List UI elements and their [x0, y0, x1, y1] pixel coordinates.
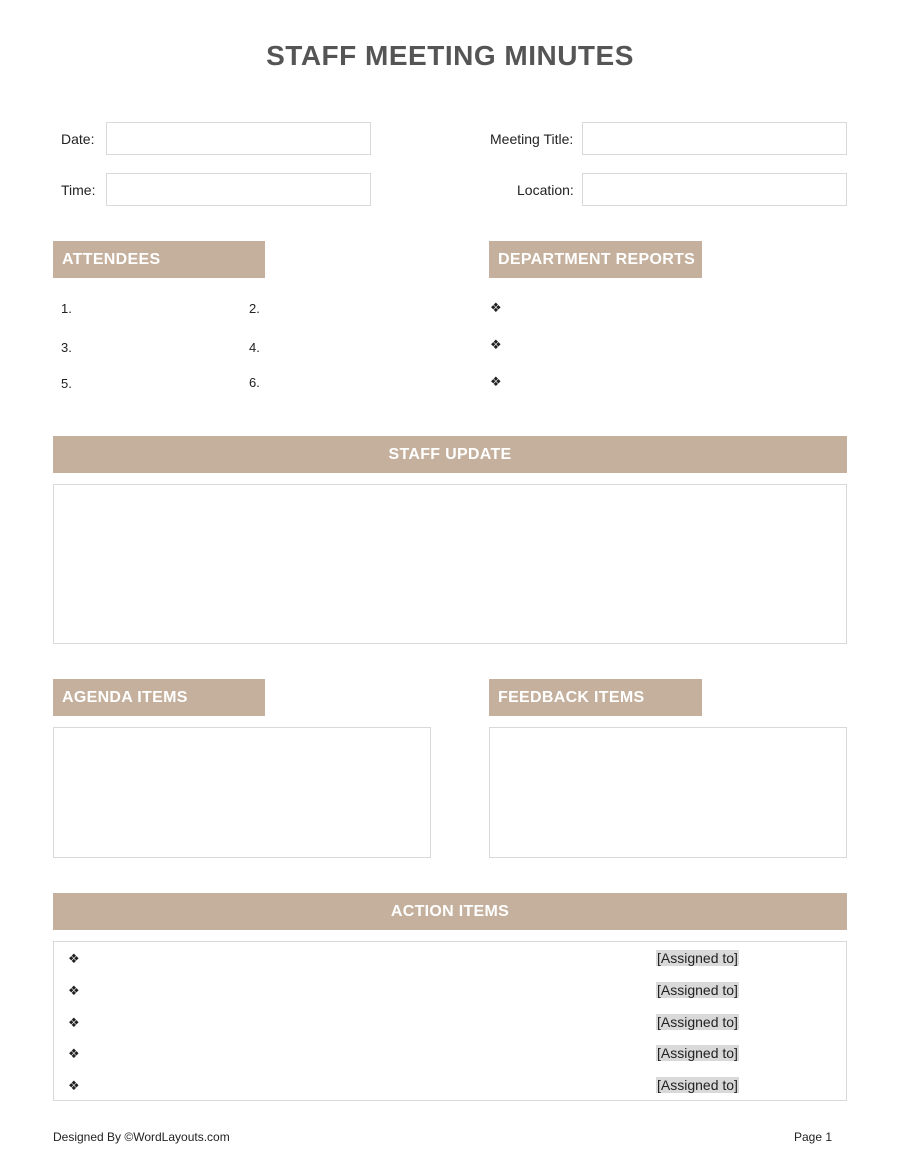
attendee-number-6: 6.: [249, 375, 260, 390]
action-item-bullet-icon: ❖: [68, 983, 80, 998]
time-label: Time:: [61, 182, 96, 198]
page-number: Page 1: [794, 1130, 833, 1144]
agenda-items-header: AGENDA ITEMS: [53, 679, 265, 716]
assigned-to-placeholder[interactable]: [Assigned to]: [657, 1014, 738, 1030]
department-report-bullet-icon: ❖: [490, 300, 502, 315]
feedback-items-header: FEEDBACK ITEMS: [489, 679, 702, 716]
location-field[interactable]: [582, 173, 847, 206]
meeting-title-label: Meeting Title:: [490, 131, 574, 147]
action-items-box: [53, 941, 847, 1101]
assigned-to-placeholder[interactable]: [Assigned to]: [657, 1045, 738, 1061]
attendee-number-3: 3.: [61, 340, 72, 355]
action-item-bullet-icon: ❖: [68, 951, 80, 966]
attendee-number-4: 4.: [249, 340, 260, 355]
feedback-items-box[interactable]: [489, 727, 847, 858]
attendee-number-5: 5.: [61, 376, 72, 391]
action-item-bullet-icon: ❖: [68, 1046, 80, 1061]
date-label: Date:: [61, 131, 95, 147]
time-field[interactable]: [106, 173, 371, 206]
action-item-bullet-icon: ❖: [68, 1015, 80, 1030]
action-items-header: ACTION ITEMS: [53, 893, 847, 930]
date-field[interactable]: [106, 122, 371, 155]
location-label: Location:: [517, 182, 574, 198]
department-reports-header: DEPARTMENT REPORTS: [489, 241, 702, 278]
assigned-to-placeholder[interactable]: [Assigned to]: [657, 982, 738, 998]
assigned-to-placeholder[interactable]: [Assigned to]: [657, 950, 738, 966]
attendees-header: ATTENDEES: [53, 241, 265, 278]
footer-credit: Designed By ©WordLayouts.com: [53, 1130, 230, 1144]
attendee-number-1: 1.: [61, 301, 72, 316]
meeting-title-field[interactable]: [582, 122, 847, 155]
staff-update-header: STAFF UPDATE: [53, 436, 847, 473]
staff-update-box[interactable]: [53, 484, 847, 644]
assigned-to-placeholder[interactable]: [Assigned to]: [657, 1077, 738, 1093]
page-title: STAFF MEETING MINUTES: [266, 40, 634, 71]
agenda-items-box[interactable]: [53, 727, 431, 858]
action-item-bullet-icon: ❖: [68, 1078, 80, 1093]
department-report-bullet-icon: ❖: [490, 374, 502, 389]
attendee-number-2: 2.: [249, 301, 260, 316]
department-report-bullet-icon: ❖: [490, 337, 502, 352]
